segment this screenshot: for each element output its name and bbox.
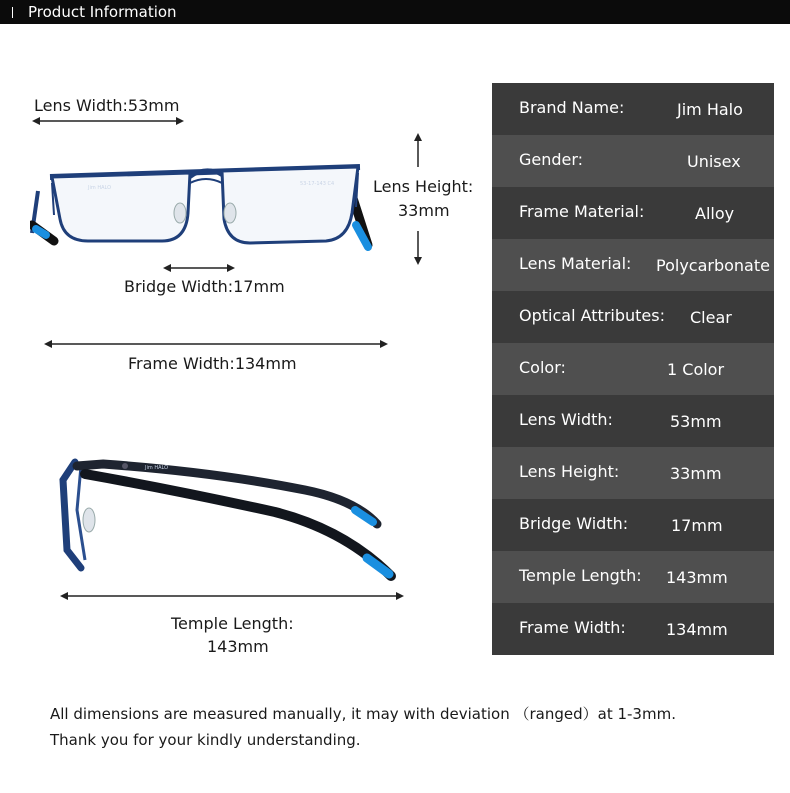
- spec-key: Gender:: [519, 150, 584, 169]
- lens-height-label: Lens Height:: [373, 177, 474, 196]
- header-marker: [12, 7, 13, 18]
- spec-value: 33mm: [670, 464, 722, 483]
- frame-width-label: Frame Width:134mm: [128, 354, 297, 373]
- glasses-front-image: [30, 155, 380, 255]
- lens-width-arrow: [32, 114, 184, 128]
- spec-key: Bridge Width:: [519, 514, 629, 533]
- spec-row-gender: [492, 135, 774, 187]
- measurement-note: All dimensions are measured manually, it may with deviation （ranged）at 1-3mm.: [50, 705, 676, 723]
- bridge-width-arrow: [163, 261, 235, 275]
- spec-value: 134mm: [666, 620, 728, 639]
- bridge-width-label: Bridge Width:17mm: [124, 277, 285, 296]
- spec-value: Polycarbonate: [656, 256, 770, 275]
- spec-key: Optical Attributes:: [519, 306, 665, 325]
- side-brand-print: Jim HALO: [145, 465, 169, 471]
- temple-length-value: 143mm: [207, 637, 269, 656]
- spec-value: 143mm: [666, 568, 728, 587]
- glasses-side-image: [55, 450, 405, 590]
- thanks-note: Thank you for your kindly understanding.: [50, 731, 361, 749]
- frame-size-print: 53-17-143 C4: [300, 181, 335, 187]
- frame-width-arrow: [44, 337, 388, 351]
- spec-row-lens-height: [492, 447, 774, 499]
- spec-row-frame-width: [492, 603, 774, 655]
- spec-key: Lens Material:: [519, 254, 632, 273]
- spec-row-color: [492, 343, 774, 395]
- spec-row-lens-material: [492, 239, 774, 291]
- temple-length-arrow: [60, 589, 404, 603]
- frame-brand-print: Jim HALO: [88, 185, 112, 191]
- spec-row-brand-name: [492, 83, 774, 135]
- spec-row-optical-attributes: [492, 291, 774, 343]
- spec-key: Color:: [519, 358, 566, 377]
- spec-key: Brand Name:: [519, 98, 625, 117]
- spec-key: Lens Height:: [519, 462, 620, 481]
- temple-length-label: Temple Length:: [171, 614, 294, 633]
- spec-value: Jim Halo: [677, 100, 743, 119]
- page-title: Product Information: [28, 3, 177, 21]
- spec-table: [492, 83, 774, 655]
- spec-row-lens-width: [492, 395, 774, 447]
- lens-height-arrow-down: [412, 229, 424, 265]
- spec-value: Alloy: [695, 204, 735, 223]
- spec-key: Frame Material:: [519, 202, 645, 221]
- spec-value: 1 Color: [667, 360, 725, 379]
- spec-row-temple-length: [492, 551, 774, 603]
- spec-row-frame-material: [492, 187, 774, 239]
- spec-value: 53mm: [670, 412, 722, 431]
- spec-value: Clear: [690, 308, 732, 327]
- lens-height-arrow-up: [412, 133, 424, 169]
- lens-height-value: 33mm: [398, 201, 450, 220]
- lens-width-label: Lens Width:53mm: [34, 96, 180, 115]
- header-bar: [0, 0, 790, 24]
- spec-key: Lens Width:: [519, 410, 613, 429]
- spec-row-bridge-width: [492, 499, 774, 551]
- spec-value: Unisex: [687, 152, 741, 171]
- spec-key: Frame Width:: [519, 618, 626, 637]
- spec-value: 17mm: [671, 516, 723, 535]
- spec-key: Temple Length:: [519, 566, 642, 585]
